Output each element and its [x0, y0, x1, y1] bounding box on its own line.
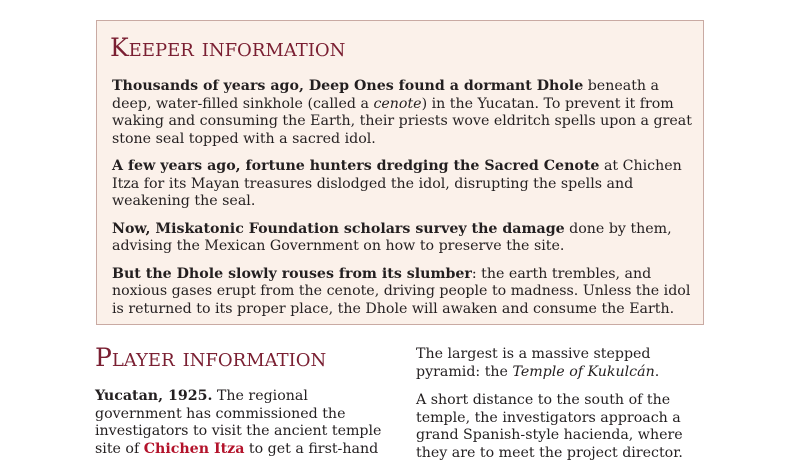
keeper-paragraph-3 — [112, 221, 692, 256]
keeper-paragraph-1-italic: cenote — [373, 95, 422, 112]
keeper-paragraph-1-text-b: ) in the Yucatan. To prevent it from waking and consuming the Earth, their priests wove eldritch spells upon a great stone seal topped with a sacred idol. — [112, 95, 692, 147]
keeper-information-box — [96, 20, 704, 325]
keeper-information-heading: Keeper information — [110, 33, 346, 62]
temple-of-kukulcan-italic: Temple of Kukulcán — [512, 363, 655, 380]
keeper-paragraph-4-lead: But the Dhole slowly rouses from its slumber — [112, 265, 472, 282]
player-left-column — [95, 388, 395, 469]
player-left-lead: Yucatan, 1925. — [95, 388, 213, 404]
player-right-p1-text-a: The largest is a massive stepped pyramid: the — [416, 346, 651, 380]
keeper-paragraph-1 — [112, 78, 692, 148]
player-left-paragraph — [95, 388, 395, 458]
player-right-paragraph-1 — [416, 346, 706, 381]
player-information-heading: Player information — [95, 343, 327, 372]
keeper-paragraph-4-text: : the earth trembles, and noxious gases erupt from the cenote, driving people to madness. Unless the idol is returned to its proper place, the Dhole will awaken and consume the Earth. — [112, 265, 691, 317]
keeper-paragraph-1-lead: Thousands of years ago, Deep Ones found a dormant Dhole — [112, 78, 584, 94]
keeper-information-body — [112, 78, 692, 328]
keeper-paragraph-2-text: at Chichen Itza for its Mayan treasures dislodged the idol, disrupting the spells and weakening the seal. — [112, 158, 682, 209]
keeper-paragraph-3-text: done by them, advising the Mexican Government on how to preserve the site. — [112, 220, 672, 254]
player-left-text-after: to get a first-hand — [244, 440, 379, 457]
player-left-text: The regional government has commissioned the investigators to visit the ancient temple site of — [95, 388, 382, 457]
player-right-p1-text-b: . — [654, 363, 660, 380]
keeper-paragraph-1-text-a: beneath a deep, water-filled sinkhole (called a — [112, 78, 660, 112]
keeper-paragraph-4 — [112, 266, 692, 319]
keeper-paragraph-3-lead: Now, Miskatonic Foundation scholars survey the damage — [112, 220, 565, 237]
keeper-paragraph-2-lead: A few years ago, fortune hunters dredging the Sacred Cenote — [112, 158, 600, 174]
chichen-itza-link[interactable]: Chichen Itza — [143, 440, 245, 457]
keeper-paragraph-2 — [112, 158, 692, 211]
player-right-paragraph-2: A short distance to the south of the temple, the investigators approach a grand Spanish-style hacienda, where they are to meet the project director. — [416, 392, 683, 461]
player-right-column — [416, 346, 706, 473]
